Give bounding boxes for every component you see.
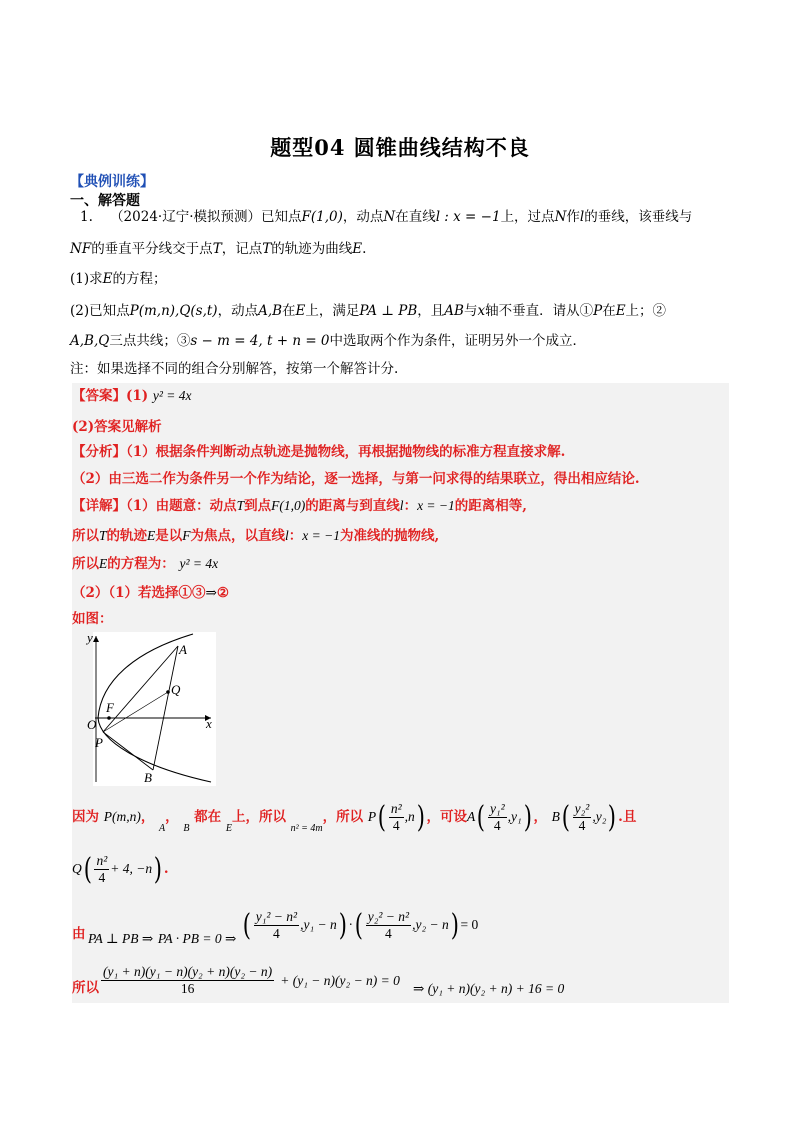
text: 所以 [72, 528, 99, 544]
analysis-line-1 [72, 440, 565, 460]
text: ， [165, 809, 179, 825]
curve-E: E [225, 823, 232, 834]
point-B: B [183, 823, 190, 834]
text: (2)已知点 [70, 303, 130, 319]
text: ② [216, 585, 229, 601]
text: 为准线的抛物线, [340, 528, 440, 544]
segment-NF: NF [70, 241, 92, 257]
text: ，所以 [322, 809, 364, 825]
question-part-2-line-2 [70, 332, 586, 350]
text: 的轨迹 [106, 528, 148, 544]
text: ： [403, 498, 418, 514]
numerator: y₂² − n² [367, 909, 410, 924]
text: 的垂直平分线交于点 [91, 241, 213, 257]
line-eq: x = −1 [417, 498, 455, 513]
vector-dot: PA · PB = 0 ⇒ [157, 931, 237, 946]
derivation-line-1 [72, 800, 636, 835]
equation: y² = 4x [179, 556, 219, 571]
paren: ) [416, 800, 425, 835]
condition-perp: PA ⊥ PB [359, 303, 418, 319]
points-AB: A,B [258, 303, 283, 319]
text: . [362, 241, 367, 257]
page-title: 题型04 圆锥曲线结构不良 [270, 135, 530, 160]
point-Q-dot [166, 690, 170, 694]
coord: ,y₂ [592, 809, 607, 824]
text: 的方程为： [107, 556, 175, 572]
answer-1-eq: y² = 4x [152, 388, 192, 403]
numerator: n² [390, 801, 402, 816]
detail-line-3 [72, 552, 218, 572]
line-l: l : x = −1 [435, 209, 501, 225]
point-T: T [212, 241, 222, 257]
text: ， [140, 809, 155, 825]
question-number: 1. [80, 209, 93, 225]
curve-E: E [295, 303, 306, 319]
text: 因为 [72, 809, 99, 825]
numerator: n² [96, 853, 108, 868]
point-T: T [262, 241, 272, 257]
line-eq: x = −1 [302, 528, 340, 543]
equals-zero: = 0 [460, 917, 479, 932]
derivation-line-3 [88, 908, 479, 946]
dot-operator: · [348, 917, 353, 932]
coord: ,y₁ − n [300, 917, 337, 932]
numerator: (y₁ + n)(y₁ − n)(y₂ + n)(y₂ − n) [103, 964, 273, 979]
paren: ) [450, 908, 459, 943]
denominator: 4 [493, 818, 501, 833]
point-F: F [182, 528, 191, 543]
text: 上，所以 [231, 809, 286, 825]
point-P: P [593, 303, 603, 319]
text: 的距离相等, [454, 498, 527, 514]
curve-E: E [102, 271, 113, 287]
text: (1) [126, 388, 149, 404]
curve-E: E [352, 241, 363, 257]
point-F: F(1,0) [271, 498, 306, 513]
text: 三点共线；③ [109, 333, 191, 349]
fraction-big [101, 964, 274, 997]
text: 在 [602, 303, 616, 319]
label-Q: Q [171, 682, 181, 697]
text: ，动点 [342, 209, 384, 225]
point-P: P(m,n) [103, 809, 141, 824]
text: （1）根据条件判断动点轨迹是抛物线，再根据抛物线的标准方程直接求解. [126, 444, 566, 460]
focus-point [107, 716, 111, 720]
derivation-you: 由 [72, 926, 86, 942]
paren: ) [523, 800, 532, 835]
point-Q: Q [72, 861, 82, 876]
point-F: F(1,0) [301, 209, 343, 225]
point-N: N [554, 209, 567, 225]
coord: + 4, −n [110, 861, 153, 876]
segment-AB: AB [444, 303, 464, 319]
denominator: 4 [578, 818, 586, 833]
text: 在 [282, 303, 296, 319]
curve-E: E [99, 556, 108, 571]
detail-line-2 [72, 524, 439, 544]
text: 的轨迹为曲线 [271, 241, 353, 257]
paren: ( [83, 852, 92, 887]
text: .且 [618, 809, 637, 825]
coord: ,y₁ [507, 809, 522, 824]
derivation-suoyi: 所以 [72, 980, 99, 996]
text: （2）（1）若选择①③ [72, 585, 206, 601]
text: 轴不垂直．请从① [485, 303, 594, 319]
text: . [163, 861, 169, 877]
derivation-line-2 [72, 852, 169, 887]
question-note: 注：如果选择不同的组合分别解答，按第一个解答计分. [70, 361, 399, 377]
paren: ( [354, 908, 363, 943]
paren: ( [377, 800, 387, 835]
paren: ( [476, 800, 486, 835]
answer-line-1 [72, 384, 192, 404]
paren: ) [338, 908, 347, 943]
figure-caption: 如图： [72, 611, 113, 627]
text: 所以 [72, 556, 99, 572]
line-l: l [285, 528, 289, 543]
line-l: l [399, 498, 404, 513]
curve-E: E [147, 528, 156, 543]
fraction [389, 801, 404, 834]
detail-line-4 [72, 581, 229, 601]
point-T: T [236, 498, 245, 513]
denominator: 4 [385, 926, 392, 941]
points-ABQ: A,B,Q [70, 333, 110, 349]
point-A: A [466, 809, 476, 824]
text: 上，满足 [305, 303, 360, 319]
answer-label: 【答案】 [72, 388, 126, 404]
text: 到点 [244, 498, 272, 514]
point-N: N [383, 209, 396, 225]
text: ，且 [417, 303, 445, 319]
label-A: A [179, 642, 187, 657]
detail-label: 【详解】 [72, 498, 126, 514]
line-l-ref: l [579, 209, 585, 225]
fraction [488, 801, 507, 834]
paren: ) [608, 800, 617, 835]
fraction [94, 853, 109, 886]
points-PQ: P(m,n),Q(s,t) [129, 303, 218, 319]
text: ，可设 [426, 809, 467, 825]
derivation-line-4 [100, 964, 564, 997]
text: 的方程； [112, 271, 167, 287]
condition-3: s − m = 4, t + n = 0 [190, 333, 330, 349]
text: (1)求 [70, 271, 103, 287]
paren: ( [242, 908, 251, 943]
label-F: F [106, 700, 114, 715]
parabola-figure [87, 630, 216, 786]
denominator: 4 [392, 818, 400, 833]
text: 的距离与到直线 [305, 498, 400, 514]
numerator: y₁² − n² [255, 909, 298, 924]
equation-n2: n² = 4m [290, 823, 323, 834]
answer-line-2: (2)答案见解析 [72, 419, 162, 435]
text: 在直线 [395, 209, 436, 225]
question-line-2 [70, 240, 366, 258]
text: 作 [566, 209, 580, 225]
curve-E: E [615, 303, 626, 319]
point-T: T [99, 528, 107, 543]
text: 的垂线，该垂线与 [584, 209, 693, 225]
denominator: 16 [180, 981, 195, 996]
text: 是以 [155, 528, 183, 544]
numerator: y₂² [574, 801, 590, 816]
text: 上；② [625, 303, 667, 319]
text: （1）由题意：动点 [126, 498, 237, 514]
numerator: y₁² [489, 801, 505, 816]
text: ： [288, 528, 303, 544]
analysis-label: 【分析】 [72, 444, 126, 460]
text: 中选取两个作为条件，证明另外一个成立． [329, 333, 587, 349]
coord: ,n [404, 809, 415, 824]
point-B: B [551, 809, 560, 824]
text: ，记点 [221, 241, 263, 257]
text: ， [533, 809, 547, 825]
question-part-2-line-1 [70, 302, 666, 320]
text: 都在 [194, 809, 222, 825]
coord: ,y₂ − n [412, 917, 449, 932]
equation-final: ⇒ (y₁ + n)(y₂ + n) + 16 = 0 [413, 981, 565, 996]
label-B: B [144, 770, 152, 785]
text: 上，过点 [500, 209, 555, 225]
text: 与 [463, 303, 478, 319]
fraction [366, 909, 411, 942]
axis-x: x [477, 303, 486, 319]
section-tag: 【典例训练】 [70, 174, 154, 190]
detail-line-1 [72, 494, 527, 514]
paren: ) [153, 852, 163, 887]
fraction [254, 909, 299, 942]
point-A: A [159, 823, 166, 834]
question-source: （2024·辽宁·模拟预测）已知点 [110, 209, 302, 225]
fraction [573, 801, 592, 834]
implies-arrow: ⇒ [205, 585, 217, 600]
analysis-line-2: （2）由三选二作为条件另一个作为结论，逐一选择，与第一问求得的结果联立，得出相应结论. [72, 471, 640, 487]
denominator: 4 [98, 870, 106, 885]
label-O: O [87, 717, 97, 732]
equation-mid: + (y₁ − n)(y₂ − n) = 0 [280, 973, 400, 988]
question-line-1 [80, 208, 692, 226]
denominator: 4 [273, 926, 280, 941]
section-heading: 一、解答题 [70, 193, 140, 209]
question-part-1 [70, 270, 166, 288]
label-y: y [87, 630, 93, 645]
label-P: P [95, 735, 103, 750]
text: ，动点 [217, 303, 259, 319]
perp-condition: PA ⊥ PB ⇒ [88, 931, 154, 946]
label-x: x [206, 716, 212, 731]
point-P: P [367, 809, 377, 824]
text: 为焦点，以直线 [190, 528, 286, 544]
paren: ( [561, 800, 570, 835]
